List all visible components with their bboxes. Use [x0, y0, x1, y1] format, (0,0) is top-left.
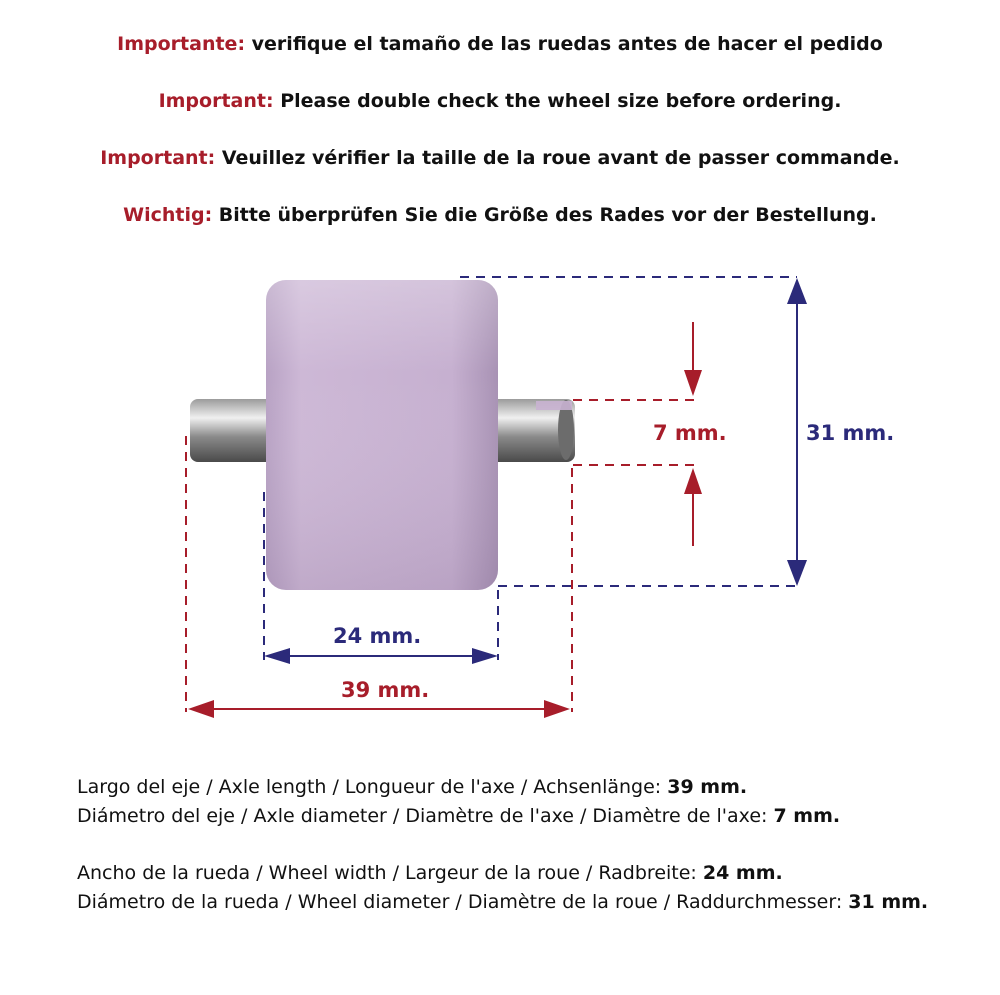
- spec-label: Largo del eje / Axle length / Longueur de l'axe / Achsenlänge:: [77, 776, 668, 798]
- spec-wheel-width: [77, 862, 783, 884]
- notice-label: Important:: [158, 90, 274, 112]
- notice-text: Bitte überprüfen Sie die Größe des Rades vor der Bestellung.: [212, 204, 877, 226]
- spec-value: 31 mm.: [848, 891, 929, 913]
- notice-text: Please double check the wheel size before ordering.: [273, 90, 842, 112]
- wheel-diameter-arrow: [787, 278, 807, 586]
- wheel-diameter-label: 31 mm.: [806, 421, 895, 445]
- notice-text: Veuillez vérifier la taille de la roue avant de passer commande.: [215, 147, 900, 169]
- wheel-width-label: 24 mm.: [333, 624, 422, 648]
- notice-label: Importante:: [117, 33, 246, 55]
- notice-label: Wichtig:: [123, 204, 213, 226]
- spec-label: Diámetro del eje / Axle diameter / Diamètre de l'axe / Diamètre de l'axe:: [77, 805, 774, 827]
- wheel-width-arrow: [264, 648, 498, 664]
- spec-label: Ancho de la rueda / Wheel width / Largeur de la roue / Radbreite:: [77, 862, 703, 884]
- notice-label: Important:: [100, 147, 216, 169]
- axle-length-arrow: [188, 700, 570, 718]
- wheel: [266, 280, 498, 590]
- spec-axle-length: [77, 776, 747, 798]
- axle-length-label: 39 mm.: [341, 678, 430, 702]
- spec-value: 39 mm.: [667, 776, 748, 798]
- spec-axle-diameter: [77, 805, 840, 827]
- spec-wheel-diameter: [77, 891, 928, 913]
- spec-label: Diámetro de la rueda / Wheel diameter / Diamètre de la roue / Raddurchmesser:: [77, 891, 849, 913]
- spec-value: 7 mm.: [773, 805, 841, 827]
- spec-value: 24 mm.: [702, 862, 783, 884]
- axle-diameter-label: 7 mm.: [653, 421, 727, 445]
- notice-text: verifique el tamaño de las ruedas antes de hacer el pedido: [245, 33, 883, 55]
